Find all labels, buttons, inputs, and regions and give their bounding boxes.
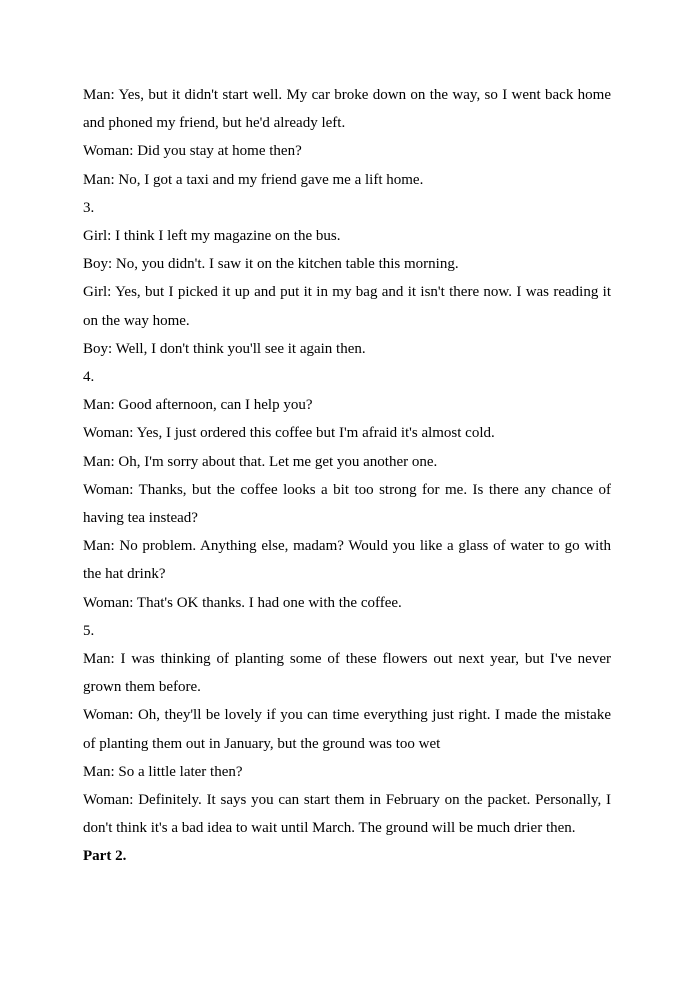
dialogue-line: Woman: Oh, they'll be lovely if you can time everything just right. I made the mistake of planting them out in January, but the ground was too wet — [83, 707, 611, 752]
dialogue-line: Boy: No, you didn't. I saw it on the kitchen table this morning. — [83, 256, 459, 273]
dialogue-line: Woman: Thanks, but the coffee looks a bit too strong for me. Is there any chance of having tea instead? — [83, 481, 611, 527]
dialogue-line: Woman: Yes, I just ordered this coffee but I'm afraid it's almost cold. — [83, 425, 495, 442]
dialogue-line: Woman: That's OK thanks. I had one with the coffee. — [83, 594, 402, 611]
document-page — [83, 81, 611, 871]
dialogue-line: Man: Good afternoon, can I help you? — [83, 397, 313, 414]
dialogue-line: Man: No, I got a taxi and my friend gave me a lift home. — [83, 171, 424, 188]
dialogue-line: Girl: I think I left my magazine on the bus. — [83, 228, 341, 245]
dialogue-line: Girl: Yes, but I picked it up and put it in my bag and it isn't there now. I was reading it on the way home. — [83, 284, 611, 329]
dialogue-line: Man: So a little later then? — [83, 763, 243, 780]
dialogue-line: Man: Oh, I'm sorry about that. Let me get you another one. — [83, 453, 438, 470]
dialogue-line: Boy: Well, I don't think you'll see it again then. — [83, 340, 366, 357]
dialogue-line: Man: I was thinking of planting some of these flowers out next year, but I've never grown them before. — [83, 651, 611, 696]
section-number: 5. — [83, 622, 95, 639]
part-heading: Part 2. — [83, 848, 127, 865]
section-number: 4. — [83, 369, 95, 386]
dialogue-line: Man: No problem. Anything else, madam? Would you like a glass of water to go with the hat drink? — [83, 538, 611, 583]
dialogue-line: Woman: Did you stay at home then? — [83, 143, 302, 160]
dialogue-line: Man: Yes, but it didn't start well. My car broke down on the way, so I went back home and phoned my friend, but he'd already left. — [83, 87, 611, 132]
dialogue-line: Woman: Definitely. It says you can start them in February on the packet. Personally, I don't think it's a bad idea to wait until March. The ground will be much drier then. — [83, 792, 611, 837]
section-number: 3. — [83, 199, 95, 216]
